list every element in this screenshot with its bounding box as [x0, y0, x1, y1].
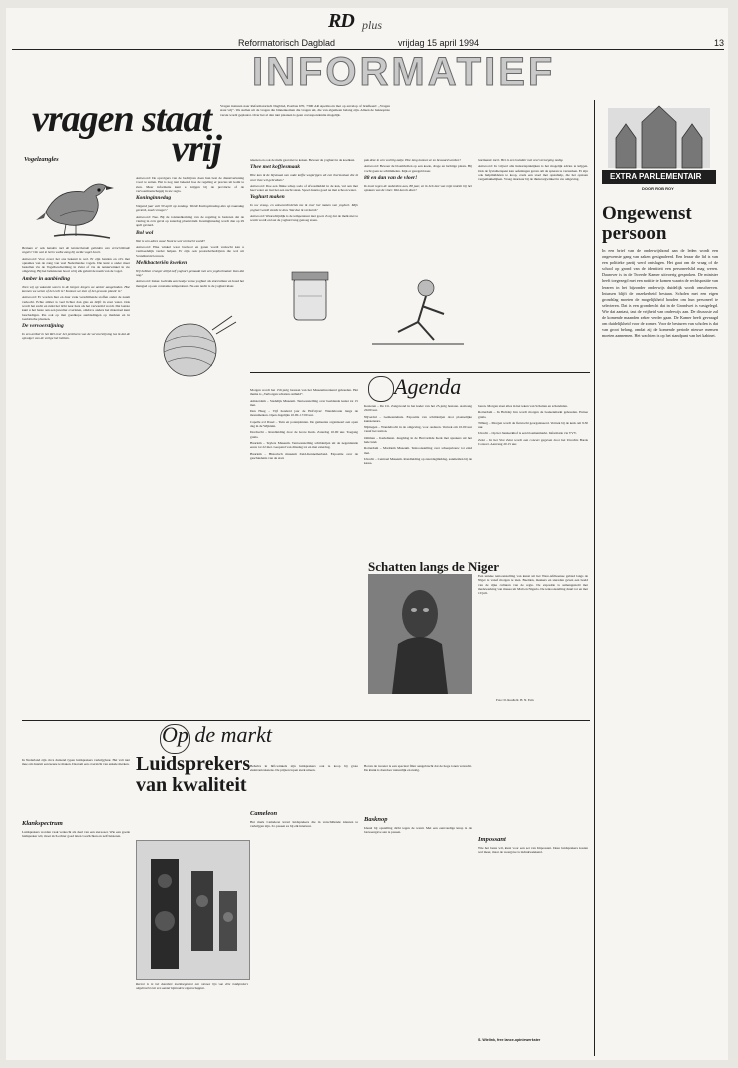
- reader-question: Wij hebben vroeger altijd zelf yoghurt gemaakt met een yoghurtmaker. Kan dat nog?: [136, 268, 244, 278]
- agenda-item: Rotterdam – In Holiday Inn wordt morgen de boekenmarkt gehouden. Entree gratis.: [478, 410, 588, 419]
- vogelzangles-heading: Vogelzangles: [24, 156, 59, 163]
- newspaper-page: [6, 8, 728, 1060]
- answer-paragraph: Antwoord: Zeker. Gebruik een beetje verse yoghurt als startcultuur en houd het mengsel op een constante temperatuur. Na een nacht is de yoghurt klaar.: [136, 279, 244, 288]
- sidebar-heading-line2: persoon: [602, 223, 667, 244]
- agenda-item: Dordrecht – Rondleiding door de Grote Kerk. Zaterdag 10.00 uur. Toegang gratis.: [250, 430, 358, 439]
- vragen-intro: Vragen insturen naar Reformatorisch Dagblad, Postbus 670, 7300 AR Apeldoorn met op envelop of briefkaart: „Vragen staat vrij”. We stellen uit de vragen die binnenkomen die vragen uit, die van algemeen belang zijn. Alleen de beknoptste versie wordt geplaatst. Over het al dan niet plaatsen is geen correspondentie mogelijk.: [220, 104, 390, 117]
- column-subheading: Bol wol: [136, 229, 154, 236]
- luidsprekers-title-text: Luidsprekers van kwaliteit: [136, 753, 251, 796]
- column-subheading: Yoghurt maken: [250, 194, 285, 201]
- markt-intro: In Nederland zijn circa duizend typen luidsprekers verkrijgbaar. Het valt niet mee om daaruit een keuze te maken. Daarom een overzicht van enkele merken.: [22, 758, 130, 767]
- column-subheading: Thee met koffiesmaak: [250, 164, 300, 171]
- agenda-item: Amsterdam – Stedelijk Museum. Tentoonstelling over beeldende kunst tot 15 mei.: [250, 398, 358, 407]
- niger-photo: [368, 574, 472, 694]
- elderly-man-illustration: [368, 270, 468, 350]
- klankspectrum-heading: Klankspectrum: [22, 820, 63, 827]
- markt-column-6: Wie het beste wil, kiest voor een set van Impossant. Deze luidsprekers kosten wel meer, maar de weergave is indrukwekkend.: [478, 846, 588, 855]
- vragen-column-1: [22, 246, 130, 718]
- agenda-item: Haarlem – Teylers Museum. Tentoonstelling schilderijen uit de negentiende eeuw tot 22 mei. Geopend van dinsdag tot en met zaterdag.: [250, 440, 358, 450]
- logo-subtitle: DOOR ROB ROY: [642, 186, 674, 191]
- extra-parlementair-logo: [602, 102, 716, 200]
- niger-text: Een unieke tentoonstelling van kunst uit het West-Afrikaanse gebied langs de Niger is vanaf morgen te zien. Beelden, maskers en sieraden geven een beeld van de rijke culturen van de regio. De expositie is samengesteld met medewerking van musea uit Mali en Nigeria. De tentoonstelling duurt tot en met 10 juli.: [478, 574, 588, 596]
- agenda-item: Rotterdam – Maritiem Museum. Tentoonstelling over scheepsbouw tot eind mei.: [364, 446, 472, 455]
- markt-signature: S. Wielink, free lance-opiniewerkster: [478, 1038, 541, 1042]
- yoghurt-jar-illustration: [282, 266, 338, 324]
- basknop-heading: Basknop: [364, 816, 388, 823]
- agenda-ornament: [368, 376, 394, 402]
- vragen-title-line1: vragen staat: [32, 98, 212, 140]
- sidebar-heading: [602, 204, 718, 244]
- agenda-column-1: [250, 388, 358, 708]
- reader-question: pak deze in een vochtig zakje. Hoe lang kunnen ze zo bewaard worden?: [364, 158, 462, 162]
- agenda-title: Agenda: [394, 374, 462, 399]
- column-subheading: De vervoerstijning: [22, 323, 64, 330]
- niger-photo-credit: Foto: D. Rouhs R. H. N. Fein: [496, 698, 534, 702]
- column-subheading: Melkbacteriën kweken: [136, 259, 188, 266]
- answer-paragraph: Antwoord: Nee. Bij de totstandkoming van de regeling is besloten dat de viering in zo'n geval op zaterdag plaatsvindt. Koninginnedag wordt dan op 29 april gevierd.: [136, 214, 244, 228]
- reader-question: Toen wij op vakantie waren in de bergen kregen we amber aangeboden. Hoe kunnen we weten of het echt is? Kunnen we zien of het gewoon plastic is?: [22, 284, 130, 294]
- markt-column-2: Behalve in hifi-winkels zijn luidsprekers ook te koop bij grote elektronicaketens. De prijzen lopen sterk uiteen.: [250, 764, 358, 773]
- reader-question: Ik moet tegen de ouderdom aan, 88 jaar, en ik heb last van mijn knieën bij het opstaan van de vloer. Wat kan ik doen?: [364, 183, 472, 193]
- vragen-title-line2: vrij: [172, 128, 221, 170]
- page-number: 13: [714, 38, 725, 48]
- agenda-item: Utrecht – Centraal Museum. Rondleiding op zaterdagmiddag, aanmelden bij de kassa.: [364, 456, 472, 466]
- markt-column-3: Het merk Cameleon levert luidsprekers die in verschillende kleuren te verkrijgen zijn. Zo passen ze bij elk interieur.: [250, 820, 358, 829]
- markt-ornament: [160, 724, 190, 754]
- agenda-column-3: [478, 404, 588, 554]
- sidebar-text: In een brief van de onderwijsbond aan de leden wordt een ongewenste gang van zaken gesignaleerd. Een leraar die lid is van een politieke partij werd ontslagen. Het gaat om de vraag of de school op grond van de identiteit een personeelslid mag weren. Daarover is in de Tweede Kamer uitvoerig gesproken. De minister heeft toegezegd met een notitie te komen waarin de rechtspositie van leraren in het bijzonder onderwijs duidelijk wordt omschreven. Intussen blijft de onzekerheid bestaan. Scholen met een eigen grondslag moeten de mogelijkheid houden om hun personeel te selecteren. Dat is een grondrecht dat in de Grondwet is vastgelegd. Wie dat aantast, tast de vrijheid van onderwijs aan. De discussie zal de komende maanden zeker verder gaan. De Kamer heeft gevraagd om duidelijkheid voor de zomer. Voor de besturen van scholen is dat van groot belang, omdat zij de komende periode nieuwe mensen moeten aannemen. Het wachten is op het standpunt van het kabinet.: [602, 248, 718, 339]
- answer-paragraph: tekenen en ook de melk gaat niet te koken. Bewaar de yoghurt in de koelkast.: [250, 158, 356, 162]
- column-subheading: 88 en dan van de vloer!: [364, 174, 418, 181]
- agenda-item: Capelle a/d IJssel – Tuin en potenplanten. De gemeente organiseert een open dag in de Wijktuin.: [250, 419, 358, 429]
- wool-ball-illustration: [142, 310, 238, 382]
- cameleon-heading: Cameleon: [250, 810, 278, 817]
- answer-paragraph: Antwoord: Doe een flinke schep soda of afwasmiddel in de kan, vul aan met heet water en laat het een nacht staan. Spoel daarna goed na met schoon water.: [250, 183, 358, 193]
- answer-paragraph: Antwoord: Waarschijnlijk is de temperatuur niet goed. Zorg dat de melk niet te warm wordt en laat de yoghurt lang genoeg staan.: [250, 214, 358, 223]
- reader-question: Volgend jaar valt 30 april op zondag. Wordt Koninginnedag dan op maandag gevierd, zoals vroeger?: [136, 204, 244, 213]
- column-subheading: Koninginnedag: [136, 195, 172, 202]
- agenda-item: Tilburg – Morgen wordt de fietstocht georganiseerd. Vertrek bij de kerk om 9.30 uur.: [478, 420, 588, 430]
- vragen-column-5: [478, 158, 588, 368]
- agenda-item: Haarlem – Historisch museum Zuid-Kennemerland. Expositie over de geschiedenis van de stad.: [250, 451, 358, 460]
- logo-text: RD: [328, 10, 354, 32]
- bird-illustration: [36, 168, 124, 242]
- column-subheading: Amber in aanbieding: [22, 275, 70, 282]
- niger-title: Schatten langs de Niger: [368, 559, 500, 574]
- issue-date: vrijdag 15 april 1994: [398, 38, 480, 48]
- answer-paragraph: Antwoord: Elke winkel waar breiwol en garen wordt verkocht kan u vermoedelijk verder helpen. Er zijn ook postorderbedrijven die wol uit Scandinavië leveren.: [136, 244, 244, 258]
- impossant-heading: Impossant: [478, 836, 506, 843]
- reader-question: Hoe kan ik de bijsmaak van oude koffie wegkrijgen uit een thermoskan die ik voor thee wil gebruiken?: [250, 173, 358, 182]
- markt-column-5: Ideaal bij opstelling dicht tegen de wand. Met een eenvoudige knop is de basweergave aan te passen.: [364, 826, 472, 835]
- paper-name: Reformatorisch Dagblad: [238, 38, 336, 48]
- answer-paragraph: Antwoord: De opvolgers van de bedrijven doen hun best de dienstverlening voort te zetten. Het is nog niet bekend hoe de regeling er precies uit komt te zien. Meer informatie kunt u krijgen bij de provincie of de vervoermaatschappij in uw regio.: [136, 176, 244, 193]
- agenda-item: Kesteren – De Cit. Zangavond in het kader van het 25-jarig bestaan. Aanvang 20.00 uur.: [364, 404, 472, 413]
- answer-paragraph: Antwoord: Er worden hier en daar vaak verschillende stoffen onder de naam verkocht. Echte amber is veel lichter dan glas en drijft in zout water. Ook wordt het zacht en ruikt het licht naar hars als het verwarmd wordt. Dat laatste kunt u het beste aan een juwelier overlaten, omdat u anders het materiaal kunt beschadigen. Pas ook op met goedkope aanbiedingen op markten en in toeristische plaatsen.: [22, 295, 130, 321]
- markt-column-1: Luidsprekers worden vaak verkocht als deel van een stereoset. Wie een goede luidspreker wil, moet zich echter goed laten voorlichten en zelf luisteren.: [22, 830, 130, 839]
- agenda-item: beren. Morgen staat alles in het teken van Schatten en schandalen.: [478, 404, 568, 408]
- markt-header: Op de markt: [162, 722, 272, 747]
- agenda-item: Utrecht – Op het Janskerkhof is een bloemenmarkt. Informatie via VVV.: [478, 431, 577, 436]
- section-rule: [250, 372, 590, 373]
- logo-title: EXTRA PARLEMENTAIR: [610, 172, 702, 181]
- speaker-photo: [136, 840, 250, 980]
- reader-question: hoeilaaste toert. Het is een huisdier met veel verzorging nodig.: [478, 158, 564, 162]
- agenda-item: Nijverdal – Gemeentehuis. Expositie van schilderijen door plaatselijke kunstenaars.: [364, 414, 472, 423]
- reader-question: In een artikel in het RD over het probleem van de vervoerstijning las ik dat de opvolger van de vorige het hebben.: [22, 332, 130, 341]
- agenda-item: Den Haag – Vijf honderd jaar de Hofvijver: Wandelroute langs de monumenten. Open dagelijks 10.00–17.00 uur.: [250, 409, 358, 418]
- reader-question: Bestaan er ook banden met de kenmerkende geluiden van verschillende vogels? Om wat te leren welke zang bij welke vogel hoort.: [22, 246, 130, 255]
- agenda-item: Zeist – In het Slot Zeist wordt een concert gegeven door het Utrechts Barok Consort. Aanvang 20.15 uur.: [478, 437, 588, 447]
- agenda-item: Nijmegen – Wandeltocht in de omgeving, voor ouderen. Vertrek om 10.00 uur vanaf het station.: [364, 425, 472, 434]
- reader-question: Wat is een adres waar Noorse wol verkocht wordt?: [136, 238, 206, 243]
- rd-plus-logo: [328, 10, 390, 34]
- bottom-section-rule: [22, 720, 590, 721]
- sidebar-rule: [594, 100, 595, 1056]
- answer-paragraph: Antwoord: In vrijwel alle huisartspraktijken is het mogelijk advies te krijgen. Ook de fysiotherapeut kan oefeningen geven om de spieren te versterken. Er zijn ook hulpmiddelen te koop, zoals een stoel met opstahulp, die het opstaan vergemakkelijken. Vraag daarnaar bij de thuiszorgwinkel in uw omgeving.: [478, 164, 588, 182]
- section-title: INFORMATIEF: [252, 50, 556, 94]
- luidsprekers-title: [136, 753, 251, 840]
- agenda-item: Morgen wordt het 150-jarig bestaan van het Museumwerkend gehouden. Het thema is „Verborgen schatten onthuld”.: [250, 388, 358, 397]
- agenda-column-2: [364, 404, 472, 554]
- agenda-item: Ommen – Kerkdienst. Jeugddag in de Hervormde Kerk met sprekers uit het hele land.: [364, 435, 472, 445]
- vragen-column-2: [136, 176, 244, 716]
- vragen-column-3: [250, 158, 358, 368]
- reader-question: In uw vraag- en antwoordrubriek las ik over het maken van yoghurt. Mijn yoghurt wordt steeds te dun. Wat doe ik verkeerd?: [250, 203, 358, 212]
- logo-plus: plus: [362, 18, 383, 32]
- markt-column-4: Boven de tweeter is een speciaal filter aangebracht dat de hoge tonen verzacht. De klank is daardoor natuurlijk en rustig.: [364, 764, 472, 773]
- speaker-photo-caption: Recent is in het duurdere marktsegment een nieuwe lijn van drie luidsprekers uitgebracht met een aantal bijzondere eigenschappen.: [136, 982, 248, 990]
- answer-paragraph: Antwoord: Voor zover het ons bekend is wel. Er zijn banden en cd's met opnames van de zang van veel Nederlandse vogels. Die kunt u onder meer bestellen via de Vogelbescherming in Zeist of via de natuurwinkel in uw omgeving. Bij het beluisteren hoort u bij elk geluid de naam van de vogel.: [22, 256, 130, 274]
- sidebar-heading-line1: Ongewenst: [602, 203, 692, 224]
- answer-paragraph: Antwoord: Bewaar de bloembollen op een koele, droge en luchtige plaats. Bij vocht gaan ze schimmelen. Kijk er geregeld naar.: [364, 164, 472, 173]
